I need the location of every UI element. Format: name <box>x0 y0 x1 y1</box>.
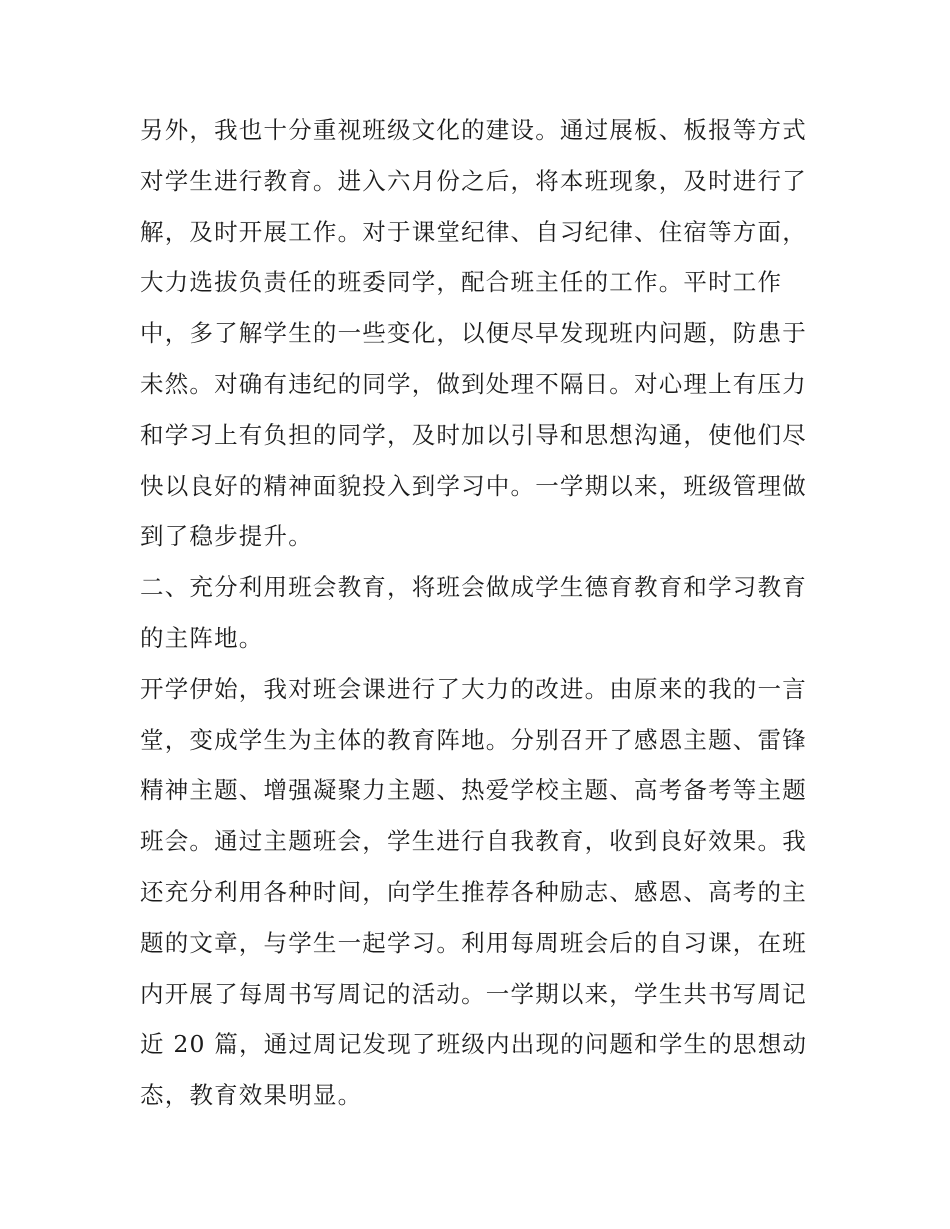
text-line: 堂，变成学生为主体的教育阵地。分别召开了感恩主题、雷锋 <box>140 725 807 754</box>
text-line: 大力选拔负责任的班委同学，配合班主任的工作。平时工作 <box>140 268 783 297</box>
text-line: 对学生进行教育。进入六月份之后，将本班现象，及时进行了 <box>140 166 807 195</box>
text-line: 中，多了解学生的一些变化，以便尽早发现班内问题，防患于 <box>140 319 807 348</box>
text-line: 精神主题、增强凝聚力主题、热爱学校主题、高考备考等主题 <box>140 776 807 805</box>
section-heading-line: 的主阵地。 <box>140 623 264 652</box>
text-line: 内开展了每周书写周记的活动。一学期以来，学生共书写周记 <box>140 979 807 1008</box>
text-line: 近 20 篇，通过周记发现了班级内出现的问题和学生的思想动 <box>140 1030 808 1059</box>
text-line: 解，及时开展工作。对于课堂纪律、自习纪律、住宿等方面， <box>140 217 807 246</box>
text-line: 快以良好的精神面貌投入到学习中。一学期以来，班级管理做 <box>140 471 807 500</box>
text-line: 未然。对确有违纪的同学，做到处理不隔日。对心理上有压力 <box>140 369 807 398</box>
text-line: 开学伊始，我对班会课进行了大力的改进。由原来的我的一言 <box>140 674 807 703</box>
text-line: 另外，我也十分重视班级文化的建设。通过展板、板报等方式 <box>140 116 807 144</box>
text-line: 题的文章，与学生一起学习。利用每周班会后的自习课，在班 <box>140 928 807 957</box>
document-body <box>140 105 820 1121</box>
text-line: 还充分利用各种时间，向学生推荐各种励志、感恩、高考的主 <box>140 877 807 906</box>
section-heading-line: 二、充分利用班会教育，将班会做成学生德育教育和学习教育 <box>140 573 807 602</box>
text-line: 班会。通过主题班会，学生进行自我教育，收到良好效果。我 <box>140 827 807 856</box>
text-line: 到了稳步提升。 <box>140 522 313 551</box>
text-line: 态，教育效果明显。 <box>140 1081 363 1110</box>
text-line: 和学习上有负担的同学，及时加以引导和思想沟通，使他们尽 <box>140 420 807 449</box>
